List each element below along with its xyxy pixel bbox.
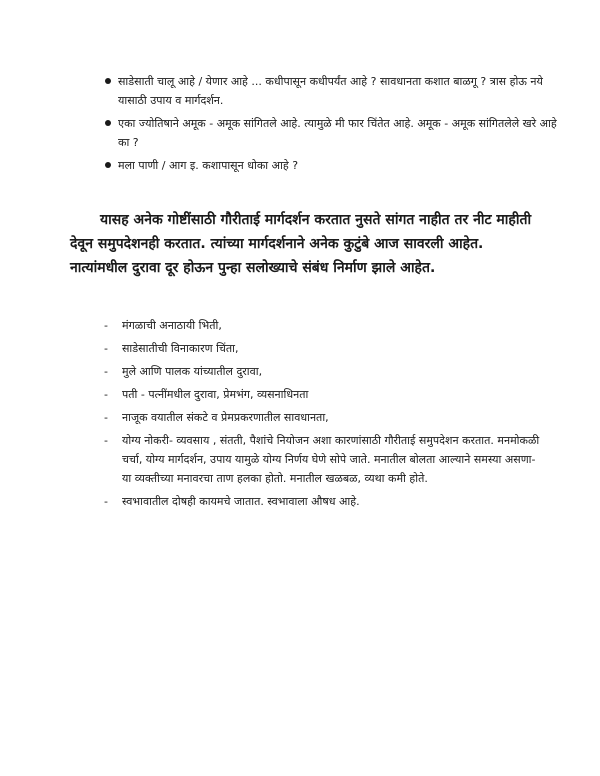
dash-text: योग्य नोकरी- व्यवसाय , संतती, पैशांचे नियोजन अशा कारणांसाठी गौरीताई समुपदेशन करतात. मनमोकळी चर्चा, योग्य मार्गदर्शन, उपाय यामुळे योग्य निर्णय घेणे सोपे जाते. मनातील बोलता आल्याने समस्या असणा-या व्यक्तीच्या मनावरचा ताण हलका होतो. मनातील खळबळ, व्यथा कमी होते. [122, 434, 540, 485]
bullet-text: साडेसाती चालू आहे / येणार आहे ... कधीपासून कधीपर्यंत आहे ? सावधानता कशात बाळगू ? त्रास होऊ नये यासाठी उपाय व मार्गदर्शन. [118, 75, 543, 107]
dash-item [104, 492, 544, 511]
benefits-dash-list [104, 316, 544, 515]
summary-paragraph: यासह अनेक गोष्टींसाठी गौरीताई मार्गदर्शन करतात नुसते सांगत नाहीत तर नीट माहीती देवून समुपदेशनही करतात. त्यांच्या मार्गदर्शनाने अनेक कुटुंबे आज सावरली आहेत. नात्यांमधील दुरावा दूर होऊन पुन्हा सलोख्याचे संबंध निर्माण झाले आहेत. [70, 212, 532, 276]
bullet-text: मला पाणी / आग इ. कशापासून धोका आहे ? [118, 159, 299, 172]
dash-text: मंगळाची अनाठायी भिती, [122, 319, 222, 332]
dash-text: पती - पत्नींमधील दुरावा, प्रेमभंग, व्यसनाधिनता [122, 388, 309, 401]
dash-marker: - [104, 411, 108, 424]
dash-text: मुले आणि पालक यांच्यातील दुरावा, [122, 365, 263, 378]
dash-marker: - [104, 434, 108, 447]
dash-marker: - [104, 388, 108, 401]
dash-marker: - [104, 319, 108, 332]
dash-text: साडेसातीची विनाकारण चिंता, [122, 342, 239, 355]
dash-item [104, 385, 544, 404]
dash-item [104, 408, 544, 427]
bullet-item [118, 114, 558, 152]
bullet-text: एका ज्योतिषाने अमूक - अमूक सांगितले आहे. त्यामुळे मी फार चिंतेत आहे. अमूक - अमूक सांगितलेले खरे आहे का ? [118, 117, 557, 149]
question-bullet-list [118, 72, 558, 179]
dash-marker: - [104, 365, 108, 378]
dash-text: नाजूक वयातील संकटे व प्रेमप्रकरणातील सावधानता, [122, 411, 329, 424]
bullet-dot-icon [105, 78, 111, 84]
dash-text: स्वभावातील दोषही कायमचे जातात. स्वभावाला औषध आहे. [122, 495, 360, 508]
bullet-item [118, 156, 558, 175]
bullet-dot-icon [105, 162, 111, 168]
dash-marker: - [104, 495, 108, 508]
dash-item [104, 431, 544, 488]
dash-item [104, 339, 544, 358]
dash-item [104, 316, 544, 335]
bullet-dot-icon [105, 120, 111, 126]
dash-marker: - [104, 342, 108, 355]
bullet-item [118, 72, 558, 110]
dash-item [104, 362, 544, 381]
